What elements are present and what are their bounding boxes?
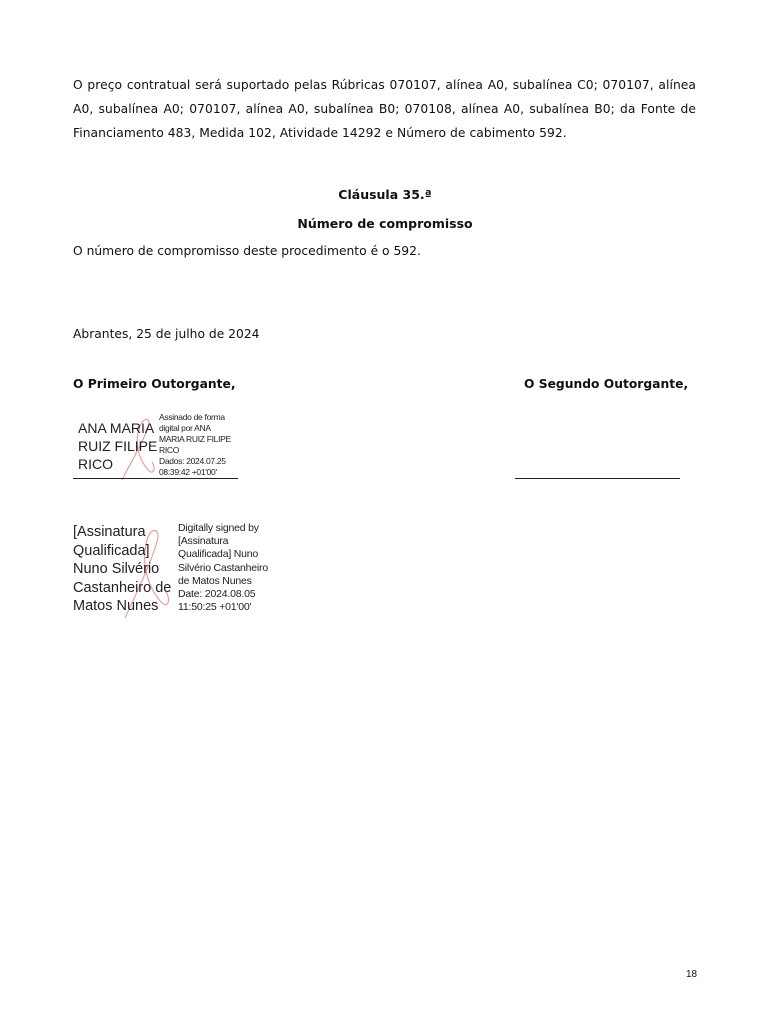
page-number: 18 <box>686 969 698 980</box>
signature-line-second <box>515 478 680 479</box>
signer-name-1 <box>78 419 157 473</box>
signature-line-first <box>73 478 238 479</box>
signature-detail-line: Assinado de forma <box>159 412 225 422</box>
signature-detail-line: Silvério Castanheiro <box>178 561 268 574</box>
signature-detail-line: Digitally signed by <box>178 522 259 534</box>
signer-name-line: Castanheiro de <box>73 579 172 596</box>
signer-name-line: RUIZ FILIPE <box>78 438 158 454</box>
signature-detail-line: Dados: 2024.07.25 <box>159 456 226 466</box>
signature-detail-line: digital por ANA <box>159 423 211 433</box>
first-grantor-label: O Primeiro Outorgante, <box>73 377 236 391</box>
signature-detail-line: MARIA RUIZ FILIPE <box>159 434 231 444</box>
signer-name-line: [Assinatura <box>73 524 146 540</box>
digital-signature-1 <box>73 410 243 482</box>
signature-details-1 <box>159 412 231 478</box>
signer-name-line: ANA MARIA <box>78 420 155 436</box>
second-grantor-label: O Segundo Outorgante, <box>524 377 689 391</box>
clause-number: Cláusula 35.ª <box>338 187 432 202</box>
signature-detail-line: [Assinatura <box>178 535 229 548</box>
clause-text: O número de compromisso deste procedimento é o 592. <box>73 244 421 258</box>
signer-name-2 <box>73 523 171 616</box>
signature-detail-line: Qualificada] Nuno <box>178 548 259 561</box>
signer-name-line: RICO <box>78 456 113 472</box>
digital-signature-2 <box>73 520 288 620</box>
signature-detail-line: 11:50:25 +01'00' <box>178 601 252 614</box>
signature-detail-line: de Matos Nunes <box>178 574 252 587</box>
signature-detail-line: Date: 2024.08.05 <box>178 588 256 601</box>
signer-name-line: Qualificada] <box>73 542 150 559</box>
signer-name-line: Matos Nunes <box>73 598 159 614</box>
signer-name-line: Nuno Silvério <box>73 561 160 577</box>
place-date: Abrantes, 25 de julho de 2024 <box>73 327 260 341</box>
clause-title: Número de compromisso <box>297 216 473 231</box>
signature-details-2 <box>178 522 268 614</box>
signature-detail-line: 08:39:42 +01'00' <box>159 467 217 477</box>
body-paragraph: O preço contratual será suportado pelas Rúbricas 070107, alínea A0, subalínea C0; 070107, alínea A0, subalínea A0; 070107, alínea A0, subalínea B0; 070108, alínea A0, subalínea B0; da Fonte de Financiamento 483, Medida 102, Atividade 14292 e Número de cabimento 592. <box>73 78 696 140</box>
signature-detail-line: RICO <box>159 445 180 455</box>
